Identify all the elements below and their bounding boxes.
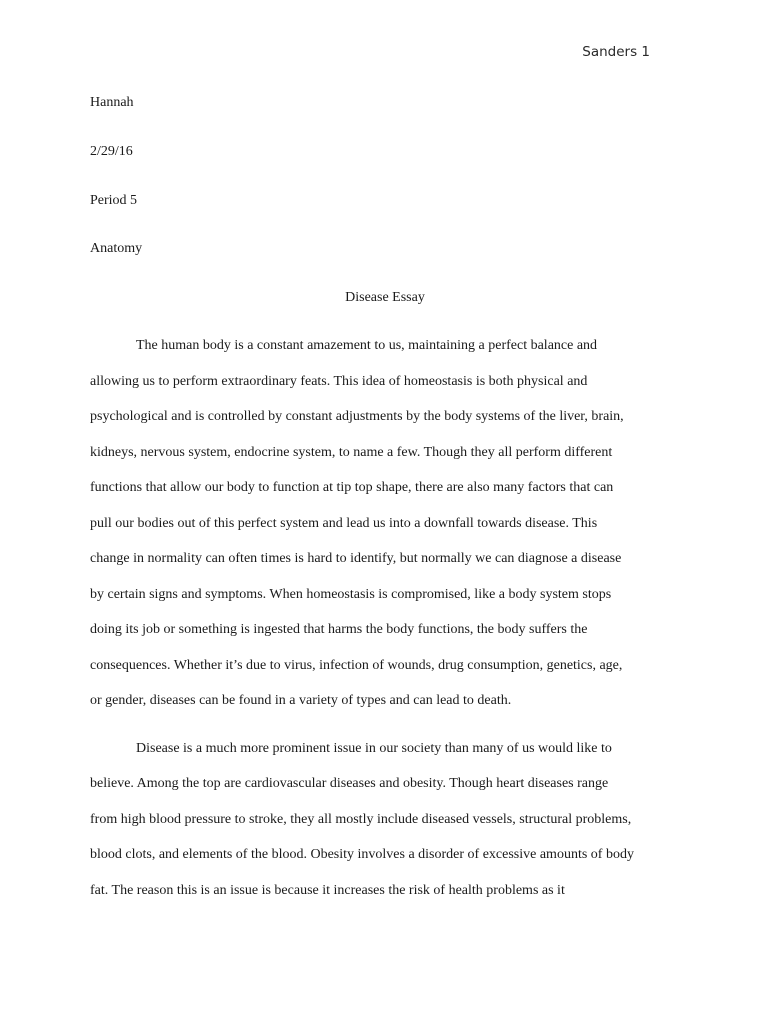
period-line: Period 5 (90, 192, 138, 208)
paragraph-spacing (90, 728, 710, 740)
essay-body (90, 337, 710, 917)
paragraph-1 (90, 337, 710, 728)
paragraph-line: or gender, diseases can be found in a variety of types and can lead to death. (90, 693, 512, 708)
paragraph-line: kidneys, nervous system, endocrine system, to name a few. Though they all perform different (90, 444, 613, 460)
paragraph-line: by certain signs and symptoms. When homeostasis is compromised, like a body system stops (90, 586, 612, 602)
author-name: Hannah (90, 95, 134, 110)
class-line: Anatomy (90, 241, 143, 257)
heading-block (90, 94, 680, 289)
paragraph-line: change in normality can often times is hard to identify, but normally we can diagnose a disease (90, 551, 622, 566)
line-text: The human body is a constant amazement to us, maintaining a perfect balance and (136, 338, 598, 353)
date-line: 2/29/16 (90, 143, 133, 159)
paragraph-line: believe. Among the top are cardiovascular diseases and obesity. Though heart diseases range (90, 776, 609, 791)
paragraph-line: blood clots, and elements of the blood. Obesity involves a disorder of excessive amounts of body (90, 847, 634, 862)
paragraph-line: doing its job or something is ingested that harms the body functions, the body suffers the (90, 622, 588, 637)
paragraph-line (90, 740, 710, 776)
paragraph-line (90, 337, 710, 373)
paragraph-line: consequences. Whether it’s due to virus, infection of wounds, drug consumption, genetics, age, (90, 657, 623, 673)
paragraph-line: allowing us to perform extraordinary feats. This idea of homeostasis is both physical and (90, 373, 588, 389)
paragraph-line: psychological and is controlled by constant adjustments by the body systems of the liver, brain, (90, 409, 624, 424)
running-header: Sanders 1 (582, 44, 650, 60)
paragraph-line: fat. The reason this is an issue is because it increases the risk of health problems as it (90, 882, 565, 898)
line-text: Disease is a much more prominent issue in our society than many of us would like to (136, 740, 612, 756)
paragraph-line: functions that allow our body to function at tip top shape, there are also many factors that can (90, 480, 614, 495)
essay-title: Disease Essay (345, 290, 425, 305)
paragraph-line: from high blood pressure to stroke, they all mostly include diseased vessels, structural problems, (90, 811, 632, 827)
paragraph-2 (90, 740, 710, 918)
paragraph-line: pull our bodies out of this perfect system and lead us into a downfall towards disease. This (90, 515, 598, 531)
